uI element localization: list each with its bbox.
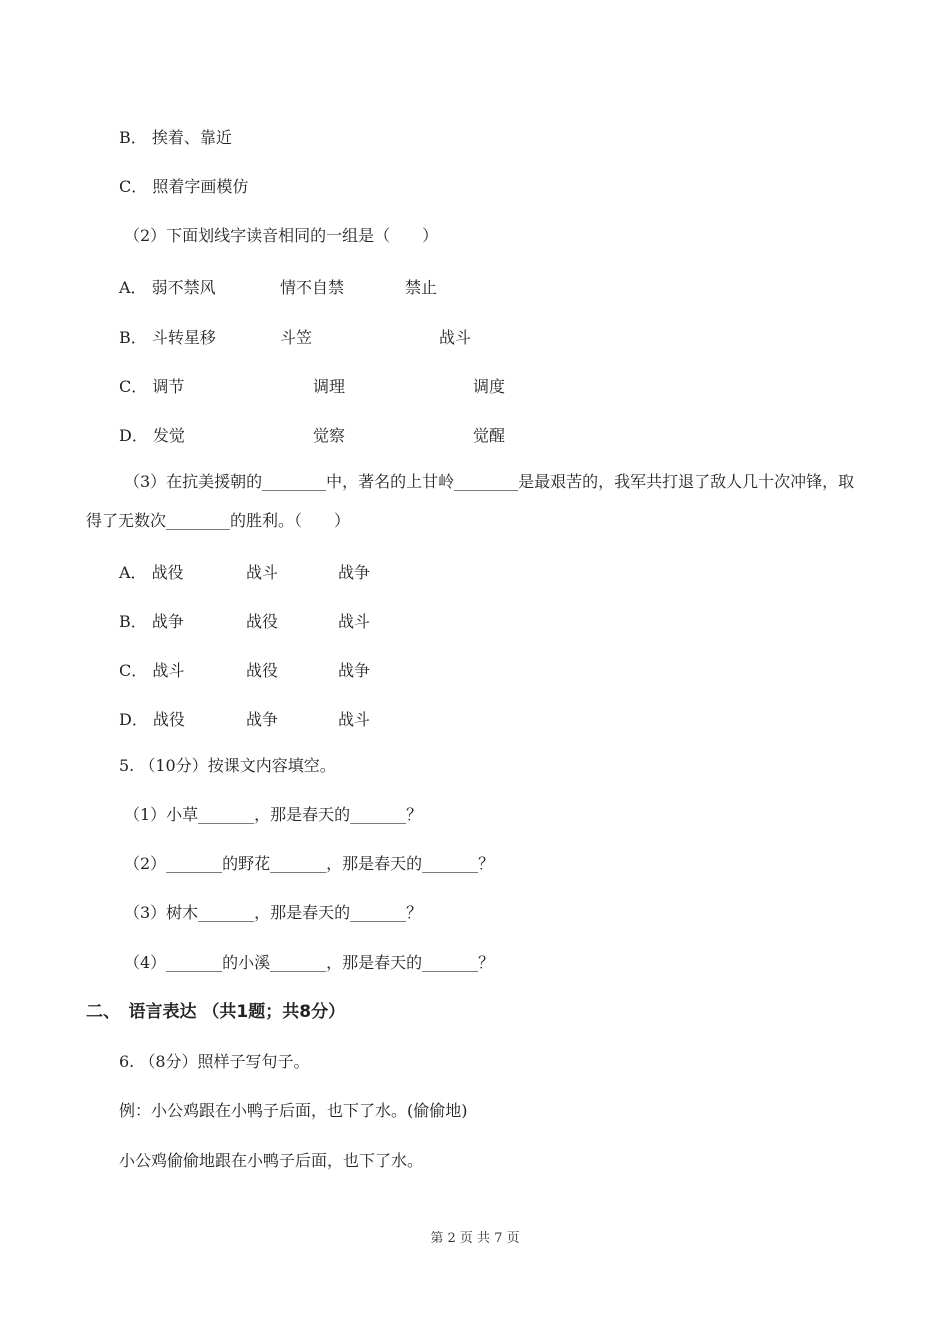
fill-blank-item: （4）_______的小溪_______，那是春天的_______？ — [124, 953, 495, 972]
question-stem: （3）在抗美援朝的________中，著名的上甘岭________是最艰苦的，我军共打退了敌人几十次冲锋，取 — [124, 472, 855, 491]
option-label: C． 调节 — [119, 377, 185, 396]
example-sentence: 例：小公鸡跟在小鸭子后面，也下了水。(偷偷地) — [119, 1101, 468, 1120]
option-label: D． 战役 — [119, 710, 185, 729]
option-word: 觉醒 — [473, 426, 506, 445]
fill-blank-item: （3）树木_______，那是春天的_______？ — [124, 903, 423, 922]
option-word: 斗笠 — [280, 328, 313, 347]
question-stem-continued: 得了无数次________的胜利。（ ） — [86, 511, 351, 530]
option-word: 战争 — [246, 710, 279, 729]
option-label: A． 弱不禁风 — [119, 278, 216, 297]
option-label: D． 发觉 — [119, 426, 185, 445]
option-word: 调度 — [473, 377, 506, 396]
section-heading: 二、 语言表达 （共1题；共8分） — [86, 1002, 346, 1022]
option-label: C． 战斗 — [119, 661, 185, 680]
option-word: 战斗 — [338, 710, 371, 729]
option-word: 战斗 — [246, 563, 279, 582]
fill-blank-item: （1）小草_______，那是春天的_______？ — [124, 805, 423, 824]
option-word: 战争 — [338, 661, 371, 680]
answer-sentence: 小公鸡偷偷地跟在小鸭子后面，也下了水。 — [119, 1151, 424, 1170]
question-stem: （2）下面划线字读音相同的一组是（ ） — [124, 226, 439, 245]
fill-blank-item: （2）_______的野花_______，那是春天的_______？ — [124, 854, 495, 873]
option-word: 情不自禁 — [280, 278, 345, 297]
option-label: A． 战役 — [119, 563, 184, 582]
option-label: B． 斗转星移 — [119, 328, 216, 347]
question-title: 5. （10分）按课文内容填空。 — [119, 756, 336, 775]
option-word: 调理 — [313, 377, 346, 396]
option-word: 战争 — [338, 563, 371, 582]
option-c: C． 照着字画模仿 — [119, 177, 249, 196]
option-word: 战斗 — [338, 612, 371, 631]
page-number: 第 2 页 共 7 页 — [430, 1231, 520, 1246]
option-word: 战斗 — [439, 328, 472, 347]
option-label: B． 战争 — [119, 612, 184, 631]
option-word: 禁止 — [405, 278, 438, 297]
option-word: 战役 — [246, 612, 279, 631]
question-title: 6. （8分）照样子写句子。 — [119, 1052, 310, 1071]
option-word: 觉察 — [313, 426, 346, 445]
option-word: 战役 — [246, 661, 279, 680]
option-b: B． 挨着、靠近 — [119, 128, 232, 147]
